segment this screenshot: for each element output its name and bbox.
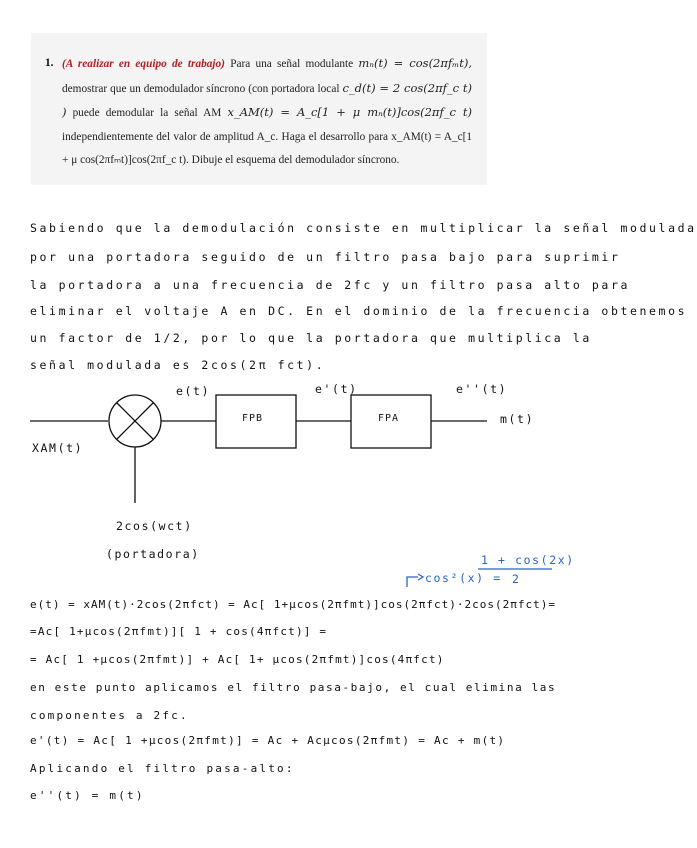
hw-para-line-2: por una portadora seguido de un filtro pasa bajo para suprimir [30,250,621,264]
output-label: m(t) [500,412,535,426]
xam-expression: x_AM(t) = A_c[1 + μ mₙ(t)]cos(2πf_c t) [227,105,472,119]
hw-para-line-6: señal modulada es 2cos(2π fct). [30,358,326,372]
problem-line2: demostrar que un demodulador síncrono (con portadora local [62,82,340,95]
identity-lhs: cos²(x) = [425,571,502,585]
eq-line-2: =Ac[ 1+μcos(2πfmt)][ 1 + cos(4πfct)] = [30,625,328,638]
fpa-label: FPA [378,413,400,424]
fpb-label: FPB [242,413,264,424]
eq-line-5: componentes a 2fc. [30,709,189,722]
eq-line-6: e'(t) = Ac[ 1 +μcos(2πfmt)] = Ac + Acμcos(2πfmt) = Ac + m(t) [30,734,506,747]
e-label: e(t) [176,384,211,398]
input-label: XAM(t) [32,441,84,455]
e1-label: e'(t) [315,382,358,396]
e2-label: e''(t) [456,382,508,396]
problem-number: 1. [45,57,54,69]
eq-line-4: en este punto aplicamos el filtro pasa-bajo, el cual elimina las [30,681,557,694]
eq-line-8: e''(t) = m(t) [30,789,145,802]
identity-arrow [407,577,418,587]
identity-arrow-head [418,574,423,580]
cd-expression: c_d(t) = 2 cos(2πf_c t) ) [62,80,473,119]
eq-line-3: = Ac[ 1 +μcos(2πfmt)] + Ac[ 1+ μcos(2πfmt)]cos(4πfct) [30,653,445,666]
hw-para-line-4: eliminar el voltaje A en DC. En el dominio de la frecuencia obtenemos [30,304,688,318]
problem-line4: independientemente del valor de amplitud A_c. Haga el desarrollo para x_AM(t) = [62,130,442,143]
problem-line3: puede demodular la señal AM [72,107,222,119]
problem-line5: A_c[1 + μ cos(2πfₘt)]cos(2πf_c t). Dibuje el esquema del demodulador síncrono. [62,130,472,166]
eq-line-7: Aplicando el filtro pasa-alto: [30,762,295,775]
hw-para-line-1: Sabiendo que la demodulación consiste en multiplicar la señal modulada [30,221,697,235]
hw-para-line-3: la portadora a una frecuencia de 2fc y un filtro pasa alto para [30,278,630,292]
carrier-label: 2cos(wct) [116,519,193,533]
carrier-note: (portadora) [106,547,200,561]
mn-expression: mₙ(t) = cos(2πfₘt), [358,56,472,70]
eq-line-1: e(t) = xAM(t)·2cos(2πfct) = Ac[ 1+μcos(2πfmt)]cos(2πfct)·2cos(2πfct)= [30,598,556,611]
hw-para-line-5: un factor de 1/2, por lo que la portadora que multiplica la [30,331,592,345]
problem-line1: Para una señal modulante [230,58,354,70]
identity-numerator: 1 + cos(2x) [481,553,575,567]
identity-denominator: 2 [512,572,521,586]
problem-tag: (A realizar en equipo de trabajo) [62,58,225,70]
